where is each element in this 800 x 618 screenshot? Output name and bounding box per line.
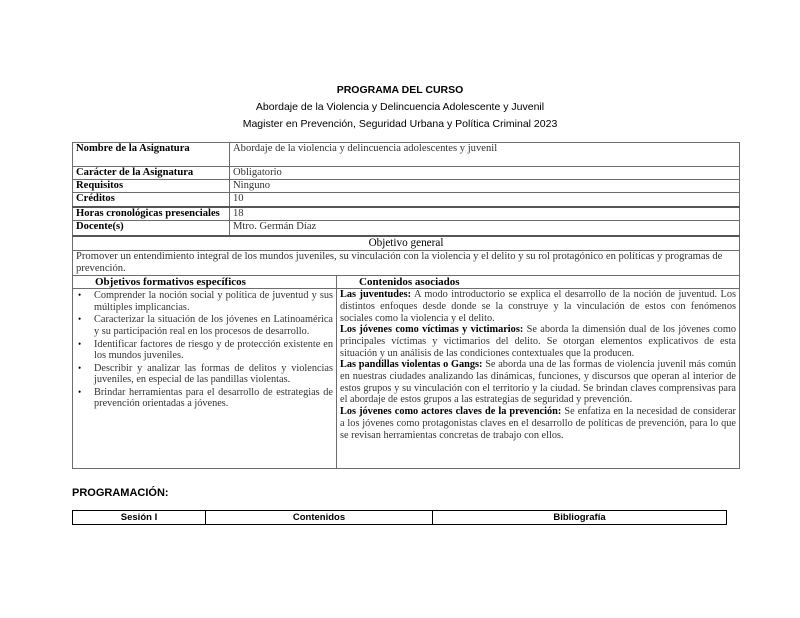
content-item [340, 406, 736, 441]
general-objective-row [73, 250, 740, 275]
info-value: Mtro. Germán Díaz [230, 220, 740, 236]
programming-title: PROGRAMACIÓN: [72, 487, 169, 499]
content-item-title: Las pandillas violentas o Gangs: [340, 359, 483, 371]
contents-heading: Contenidos asociados [337, 275, 740, 288]
info-label: Docente(s) [73, 220, 230, 236]
objectives-contents-row [73, 289, 740, 469]
objective-item: • Identificar factores de riesgo y de protección existente en los mundos juveniles. [94, 339, 333, 362]
info-row [73, 143, 740, 167]
info-label: Horas cronológicas presenciales [73, 207, 230, 221]
document-title: PROGRAMA DEL CURSO [336, 84, 464, 96]
contents-cell [337, 289, 740, 469]
info-value: Obligatorio [230, 167, 740, 180]
info-value: Ninguno [230, 180, 740, 193]
info-label: Requisitos [73, 180, 230, 193]
content-item [340, 359, 736, 406]
objective-item: • Brindar herramientas para el desarrollo de estrategias de prevención orientadas a jóvenes. [94, 387, 333, 410]
info-row [73, 193, 740, 207]
specific-objectives-cell [73, 289, 337, 469]
info-row [73, 220, 740, 236]
specific-objectives-heading: Objetivos formativos específicos [73, 275, 337, 288]
specific-objectives-list [76, 290, 333, 410]
info-value: 18 [230, 207, 740, 221]
column-header-contents: Contenidos [206, 511, 433, 525]
objective-item: • Comprender la noción social y política de juventud y sus múltiples implicancias. [94, 290, 333, 313]
column-header-session: Sesión I [73, 511, 206, 525]
general-objective-heading-row [73, 236, 740, 250]
content-item-title: Los jóvenes como víctimas y victimarios: [340, 324, 524, 336]
content-item [340, 289, 736, 324]
content-item-title: Las juventudes: [340, 289, 412, 301]
columns-heading-row [73, 275, 740, 288]
info-row [73, 180, 740, 193]
info-value: 10 [230, 193, 740, 207]
programming-header-row [73, 511, 727, 525]
content-item-text: A modo introductorio se explica el desarrollo de la noción de juventud. Los distintos enfoques desde donde se la construye y la vinculación de estos con fenómenos sociales como la violencia y el delito. [340, 289, 736, 324]
content-item [340, 324, 736, 359]
objective-item: • Describir y analizar las formas de delitos y violencias juveniles, en especial de las pandillas violentas. [94, 363, 333, 386]
info-row [73, 167, 740, 180]
content-item-text: Se aborda la dimensión dual de los jóvenes como principales víctimas y victimarios del delito. Se otorgan elementos explicativos de esta situación y un análisis de las condiciones contextuales que la producen. [340, 324, 736, 359]
info-label: Nombre de la Asignatura [73, 143, 230, 167]
general-objective-heading: Objetivo general [73, 236, 740, 250]
general-objective-text: Promover un entendimiento integral de los mundos juveniles, su vinculación con la violencia y el delito y su rol protagónico en políticas y programas de prevención. [73, 250, 740, 275]
column-header-bibliography: Bibliografía [433, 511, 727, 525]
info-value: Abordaje de la violencia y delincuencia adolescentes y juvenil [230, 143, 740, 167]
content-item-text: Se aborda una de las formas de violencia juvenil más común en nuestras ciudades analizando las dinámicas, funciones, y discursos que operan al interior de estos grupos y su vinculación con el territorio y la ciudad. Se brindan claves comprensivas para el abordaje de estos grupos a las estrategias de seguridad y prevención. [340, 359, 736, 406]
program-name: Magister en Prevención, Seguridad Urbana y Política Criminal 2023 [242, 118, 558, 130]
info-row [73, 207, 740, 221]
info-label: Créditos [73, 193, 230, 207]
info-label: Carácter de la Asignatura [73, 167, 230, 180]
course-subtitle: Abordaje de la Violencia y Delincuencia Adolescente y Juvenil [255, 101, 545, 113]
programming-table [72, 510, 727, 525]
objective-item: • Caracterizar la situación de los jóvenes en Latinoamérica y su participación real en los procesos de desarrollo. [94, 314, 333, 337]
course-info-table [72, 142, 740, 469]
content-item-title: Los jóvenes como actores claves de la prevención: [340, 406, 562, 418]
content-item-text: Se enfatiza en la necesidad de considerar a los jóvenes como protagonistas claves en el desarrollo de políticas de prevención, para lo que se revisan herramientas concretas de trabajo con ellos. [340, 406, 736, 441]
